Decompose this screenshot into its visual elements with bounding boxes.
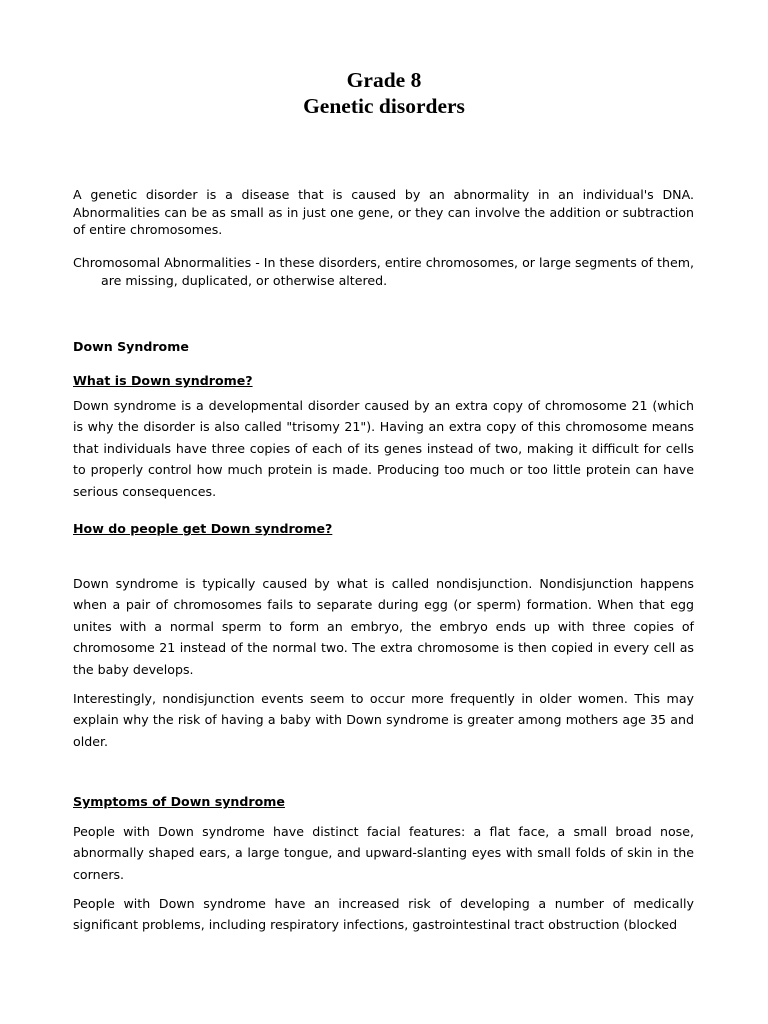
- chromosomal-abnormalities-paragraph: Chromosomal Abnormalities - In these disorders, entire chromosomes, or large segments of them, are missing, duplicated, or otherwise altered.: [73, 255, 694, 288]
- definition-paragraph: A genetic disorder is a disease that is caused by an abnormality in an individual's DNA. Abnormalities can be as small as in just one gene, or they can involve the addition or subtraction of entire chromosomes.: [73, 187, 694, 237]
- nondisjunction-paragraph: Down syndrome is typically caused by what is called nondisjunction. Nondisjunction happens when a pair of chromosomes fails to separate during egg (or sperm) formation. When that egg unites with a normal sperm to form an embryo, the embryo ends up with three copies of chromosome 21 instead of the normal two. The extra chromosome is then copied in every cell as the baby develops.: [73, 576, 694, 677]
- document-title: [0, 67, 768, 119]
- title-label: Genetic disorders: [303, 94, 465, 118]
- how-get-down-syndrome-heading: How do people get Down syndrome?: [73, 521, 333, 536]
- symptoms-heading: Symptoms of Down syndrome: [73, 794, 285, 809]
- down-syndrome-section-title: Down Syndrome: [73, 339, 189, 354]
- older-women-paragraph: Interestingly, nondisjunction events seem to occur more frequently in older women. This may explain why the risk of having a baby with Down syndrome is greater among mothers age 35 and older.: [73, 691, 694, 749]
- medical-problems-paragraph: People with Down syndrome have an increased risk of developing a number of medically significant problems, including respiratory infections, gastrointestinal tract obstruction (blocked: [73, 896, 694, 933]
- grade-label: Grade 8: [346, 68, 422, 92]
- what-is-down-syndrome-paragraph: Down syndrome is a developmental disorder caused by an extra copy of chromosome 21 (which is why the disorder is also called "trisomy 21"). Having an extra copy of this chromosome means that individuals have three copies of each of its genes instead of two, making it difficult for cells to properly control how much protein is made. Producing too much or too little protein can have serious consequences.: [73, 398, 694, 499]
- facial-features-paragraph: People with Down syndrome have distinct facial features: a flat face, a small broad nose, abnormally shaped ears, a large tongue, and upward-slanting eyes with small folds of skin in the corners.: [73, 824, 694, 882]
- what-is-down-syndrome-heading: What is Down syndrome?: [73, 373, 253, 388]
